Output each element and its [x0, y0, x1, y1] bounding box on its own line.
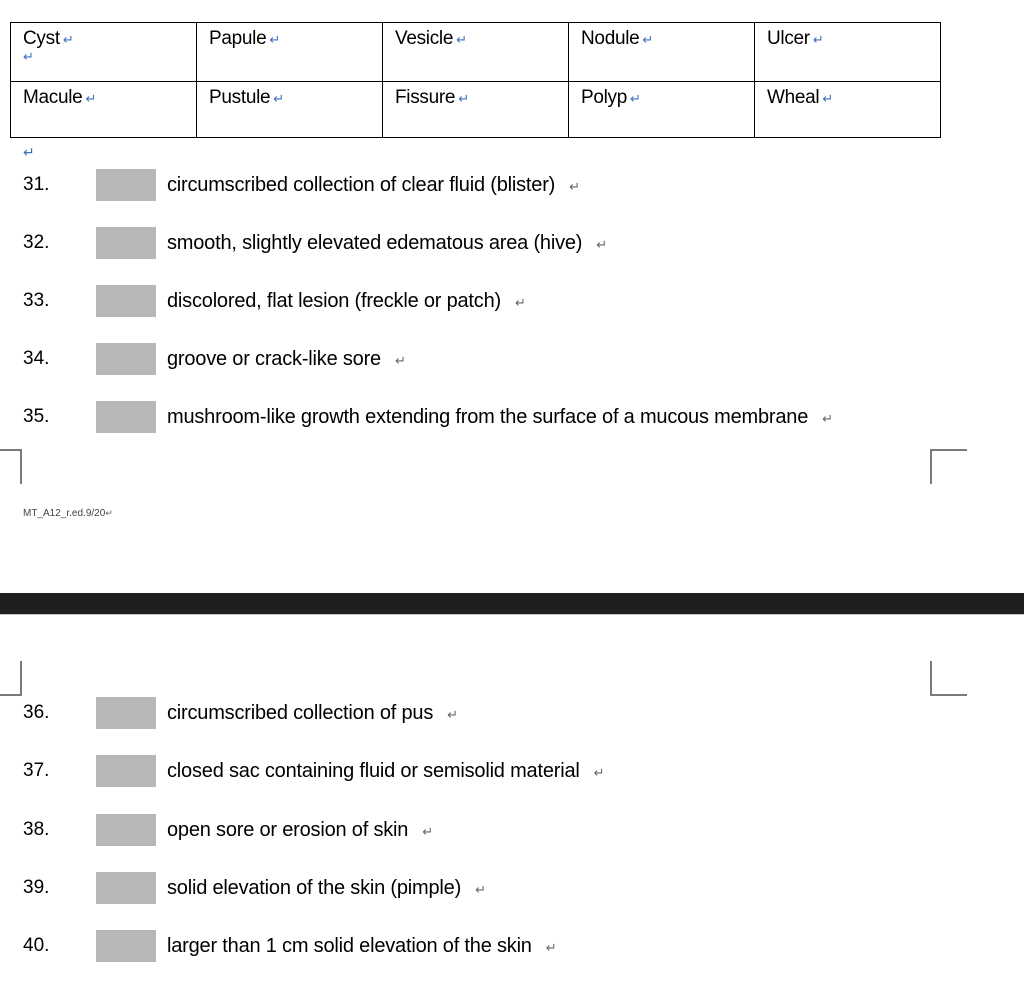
- word-bank-table: [10, 22, 941, 138]
- question-row: 36. circumscribed collection of pus ↵: [0, 697, 1024, 729]
- word-bank-cell: Pustule ↵: [197, 82, 383, 138]
- question-row: 35. mushroom-like growth extending from the surface of a mucous membrane ↵: [0, 401, 1024, 433]
- question-text: circumscribed collection of clear fluid (blister): [167, 174, 556, 196]
- word-bank-cell: Wheal ↵: [755, 82, 941, 138]
- page-corner-mark: [930, 449, 967, 484]
- question-row: 34. groove or crack-like sore ↵: [0, 343, 1024, 375]
- answer-field[interactable]: [96, 872, 156, 904]
- question-text: groove or crack-like sore: [167, 348, 381, 370]
- question-row: 33. discolored, flat lesion (freckle or patch) ↵: [0, 285, 1024, 317]
- question-text: circumscribed collection of pus: [167, 702, 434, 724]
- question-text: closed sac containing fluid or semisolid material: [167, 760, 580, 782]
- answer-field[interactable]: [96, 401, 156, 433]
- word-bank-cell: Polyp ↵: [569, 82, 755, 138]
- paragraph-mark: ↵: [23, 144, 35, 160]
- answer-field[interactable]: [96, 814, 156, 846]
- answer-field[interactable]: [96, 930, 156, 962]
- word-bank-cell: Ulcer ↵: [755, 23, 941, 82]
- question-number: 36.: [23, 702, 50, 723]
- question-number: 37.: [23, 760, 50, 781]
- question-row: 37. closed sac containing fluid or semisolid material ↵: [0, 755, 1024, 787]
- word-bank-cell: Nodule ↵: [569, 23, 755, 82]
- question-row: 32. smooth, slightly elevated edematous area (hive) ↵: [0, 227, 1024, 259]
- question-number: 33.: [23, 290, 50, 311]
- word-bank-cell: Cyst ↵ ↵: [11, 23, 197, 82]
- page-corner-mark: [0, 449, 22, 484]
- question-number: 32.: [23, 232, 50, 253]
- page-corner-mark: [930, 661, 967, 696]
- question-text: open sore or erosion of skin: [167, 819, 409, 841]
- question-number: 34.: [23, 348, 50, 369]
- question-text: solid elevation of the skin (pimple): [167, 877, 462, 899]
- page-footer: MT_A12_r.ed.9/20↵: [23, 508, 113, 519]
- answer-field[interactable]: [96, 755, 156, 787]
- question-text: smooth, slightly elevated edematous area (hive): [167, 232, 583, 254]
- word-bank-cell: Macule ↵: [11, 82, 197, 138]
- question-row: 31. circumscribed collection of clear fluid (blister) ↵: [0, 169, 1024, 201]
- question-row: 38. open sore or erosion of skin ↵: [0, 814, 1024, 846]
- word-bank-cell: Vesicle ↵: [383, 23, 569, 82]
- page-corner-mark: [0, 661, 22, 696]
- question-number: 35.: [23, 406, 50, 427]
- answer-field[interactable]: [96, 227, 156, 259]
- answer-field[interactable]: [96, 697, 156, 729]
- question-text: mushroom-like growth extending from the surface of a mucous membrane: [167, 406, 809, 428]
- answer-field[interactable]: [96, 343, 156, 375]
- question-text: larger than 1 cm solid elevation of the skin: [167, 935, 532, 957]
- answer-field[interactable]: [96, 169, 156, 201]
- word-bank-cell: Papule ↵: [197, 23, 383, 82]
- question-text: discolored, flat lesion (freckle or patch): [167, 290, 501, 312]
- word-bank-cell: Fissure ↵: [383, 82, 569, 138]
- question-number: 39.: [23, 877, 50, 898]
- question-row: 40. larger than 1 cm solid elevation of the skin ↵: [0, 930, 1024, 962]
- question-number: 40.: [23, 935, 50, 956]
- page-top-edge: [0, 614, 1024, 615]
- page-break: [0, 593, 1024, 614]
- answer-field[interactable]: [96, 285, 156, 317]
- question-number: 38.: [23, 819, 50, 840]
- word-bank-row: [11, 82, 941, 138]
- question-row: 39. solid elevation of the skin (pimple) ↵: [0, 872, 1024, 904]
- word-bank-row: [11, 23, 941, 82]
- question-number: 31.: [23, 174, 50, 195]
